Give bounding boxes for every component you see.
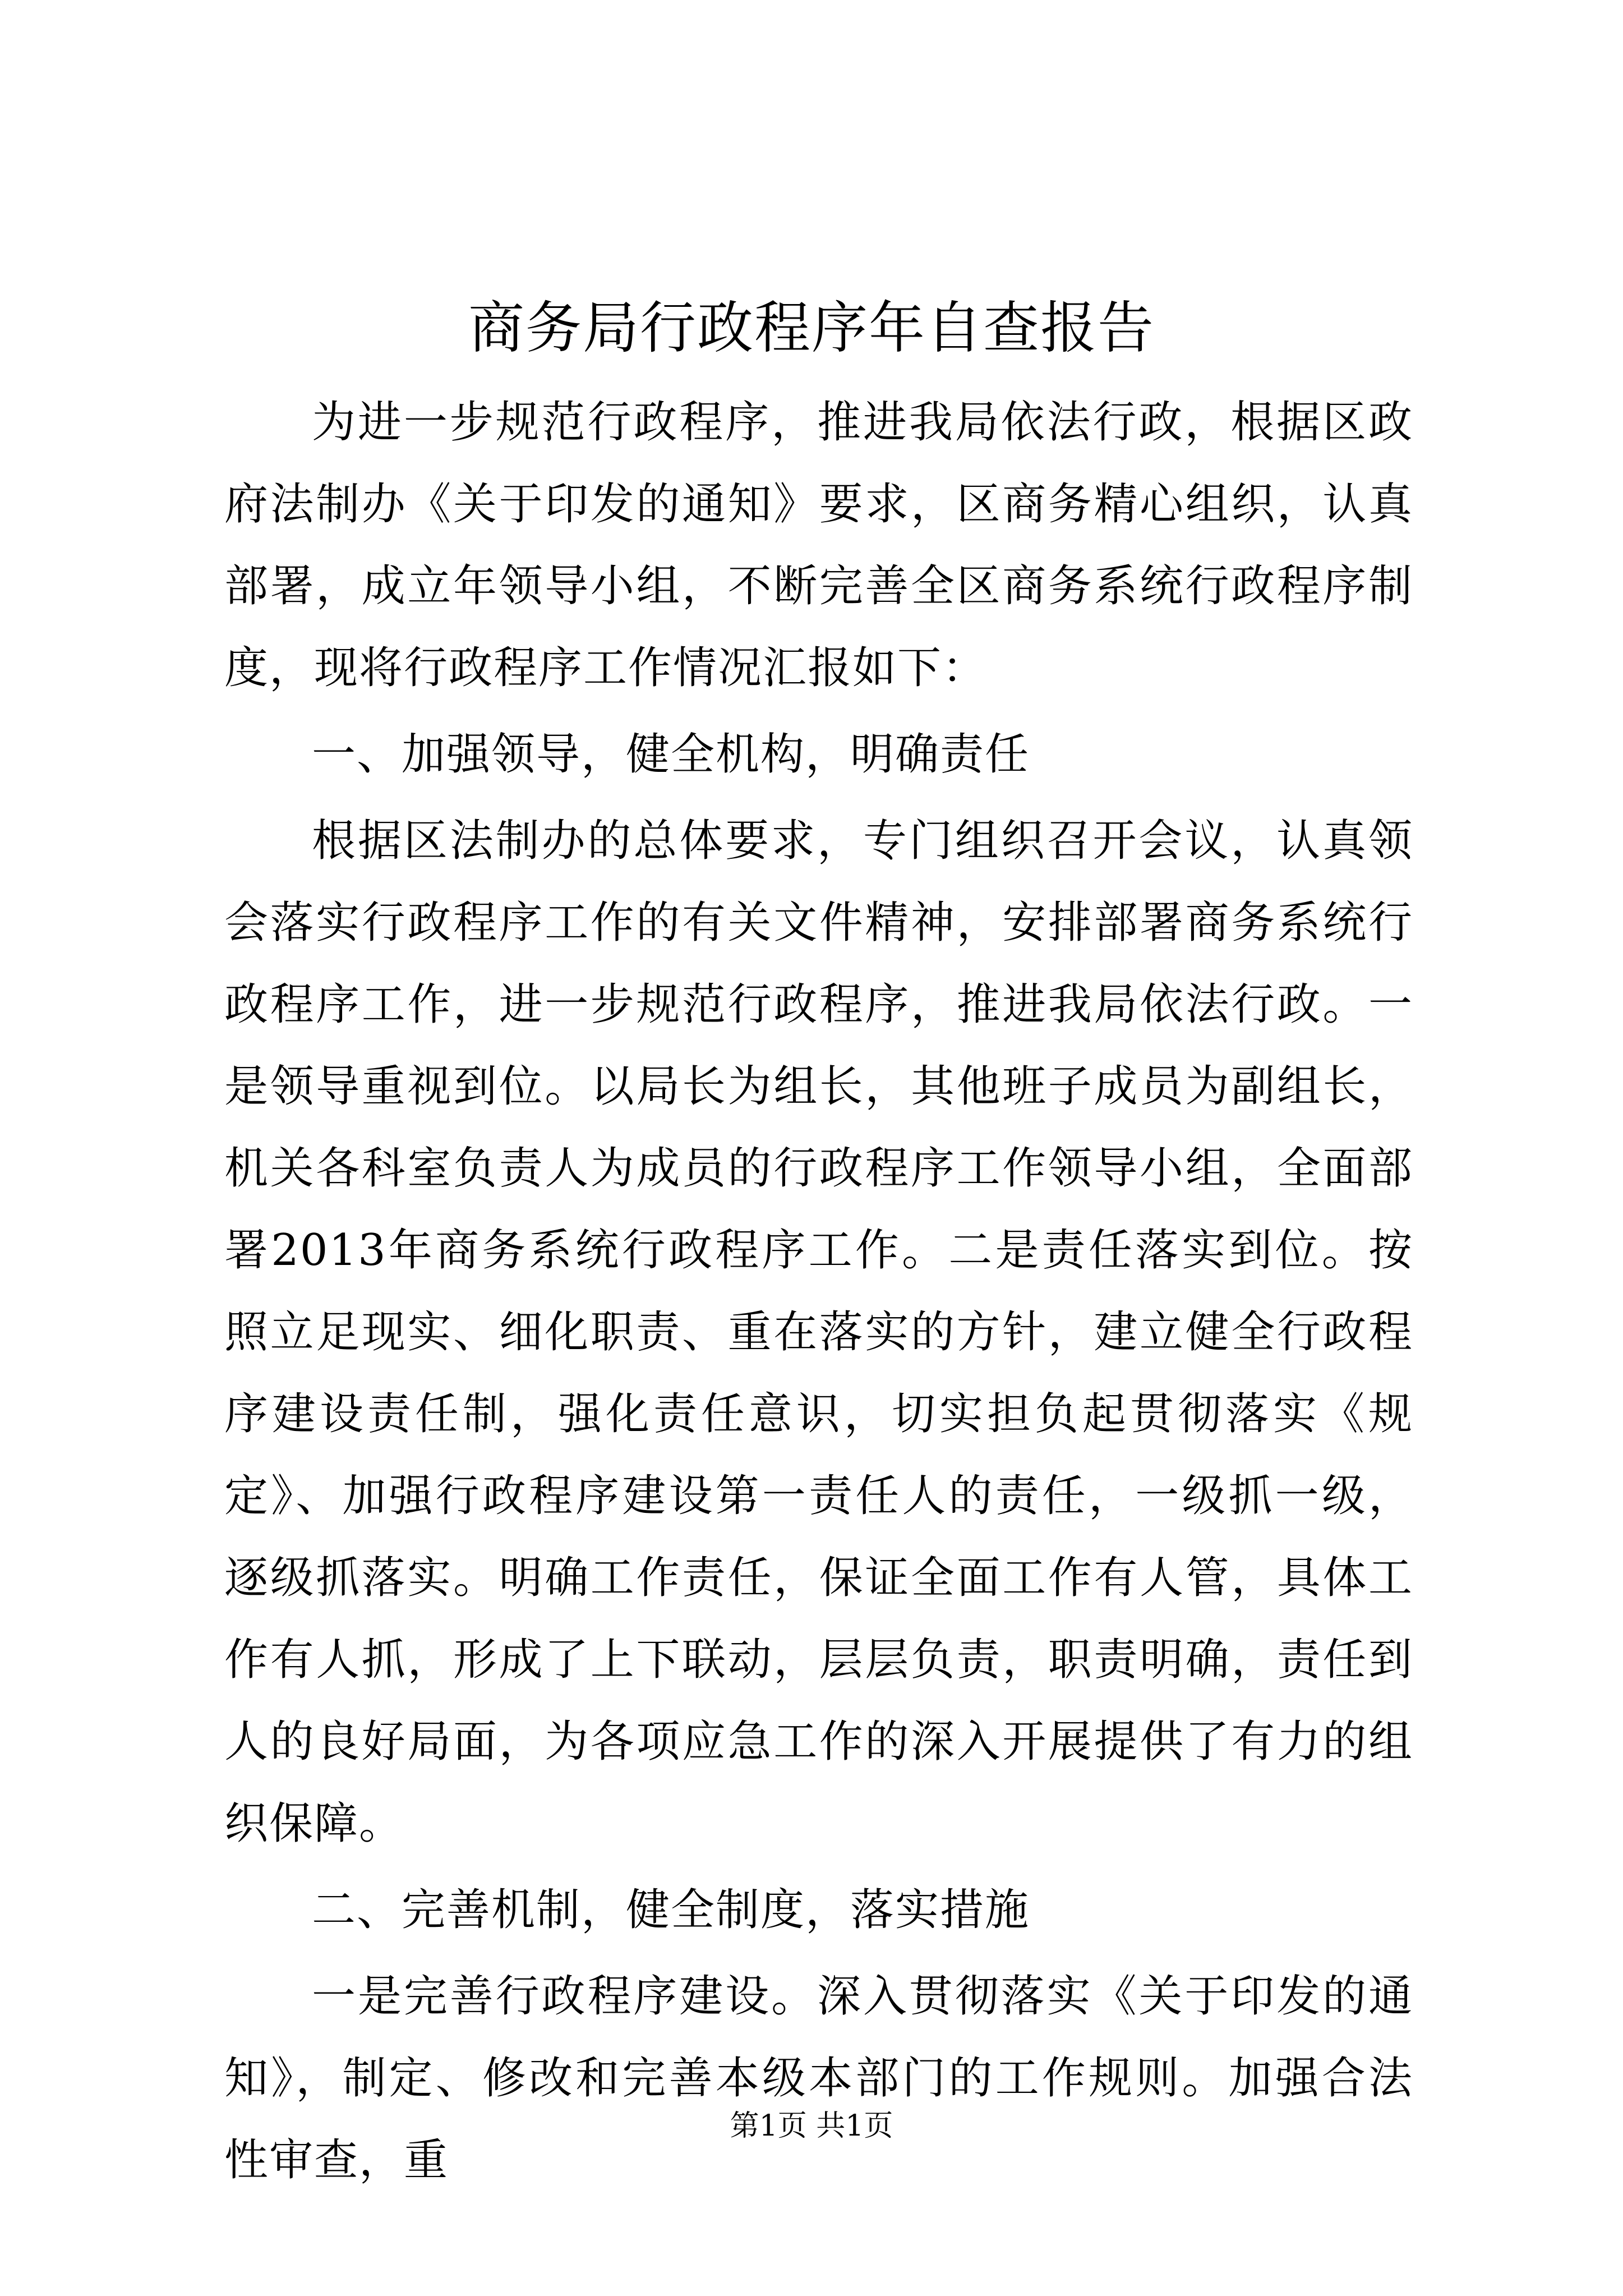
paragraph-section-2: 一是完善行政程序建设。深入贯彻落实《关于印发的通知》，制定、修改和完善本级本部门的工作规则。加强合法性审查，重	[224, 1971, 1413, 2185]
page-footer: 第1页 共1页	[730, 2109, 893, 2143]
paragraph-intro: 为进一步规范行政程序，推进我局依法行政，根据区政府法制办《关于印发的通知》要求，区商务精心组织，认真部署，成立年领导小组，不断完善全区商务系统行政程序制度，现将行政程序工作情况汇报如下：	[224, 397, 1413, 693]
paragraph-section-1: 根据区法制办的总体要求，专门组织召开会议，认真领会落实行政程序工作的有关文件精神，安排部署商务系统行政程序工作，进一步规范行政程序，推进我局依法行政。一是领导重视到位。以局长为组长，其他班子成员为副组长，机关各科室负责人为成员的行政程序工作领导小组，全面部署2013年商务系统行政程序工作。二是责任落实到位。按照立足现实、细化职责、重在落实的方针，建立健全行政程序建设责任制，强化责任意识，切实担负起贯彻落实《规定》、加强行政程序建设第一责任人的责任，一级抓一级，逐级抓落实。明确工作责任，保证全面工作有人管，具体工作有人抓，形成了上下联动，层层负责，职责明确，责任到人的良好局面，为各项应急工作的深入开展提供了有力的组织保障。	[224, 816, 1413, 1849]
document-title: 商务局行政程序年自查报告	[468, 295, 1155, 361]
section-heading-1: 一、加强领导，健全机构，明确责任	[312, 729, 1030, 780]
section-heading-2: 二、完善机制，健全制度，落实措施	[312, 1885, 1030, 1935]
document-body	[224, 381, 1413, 2201]
